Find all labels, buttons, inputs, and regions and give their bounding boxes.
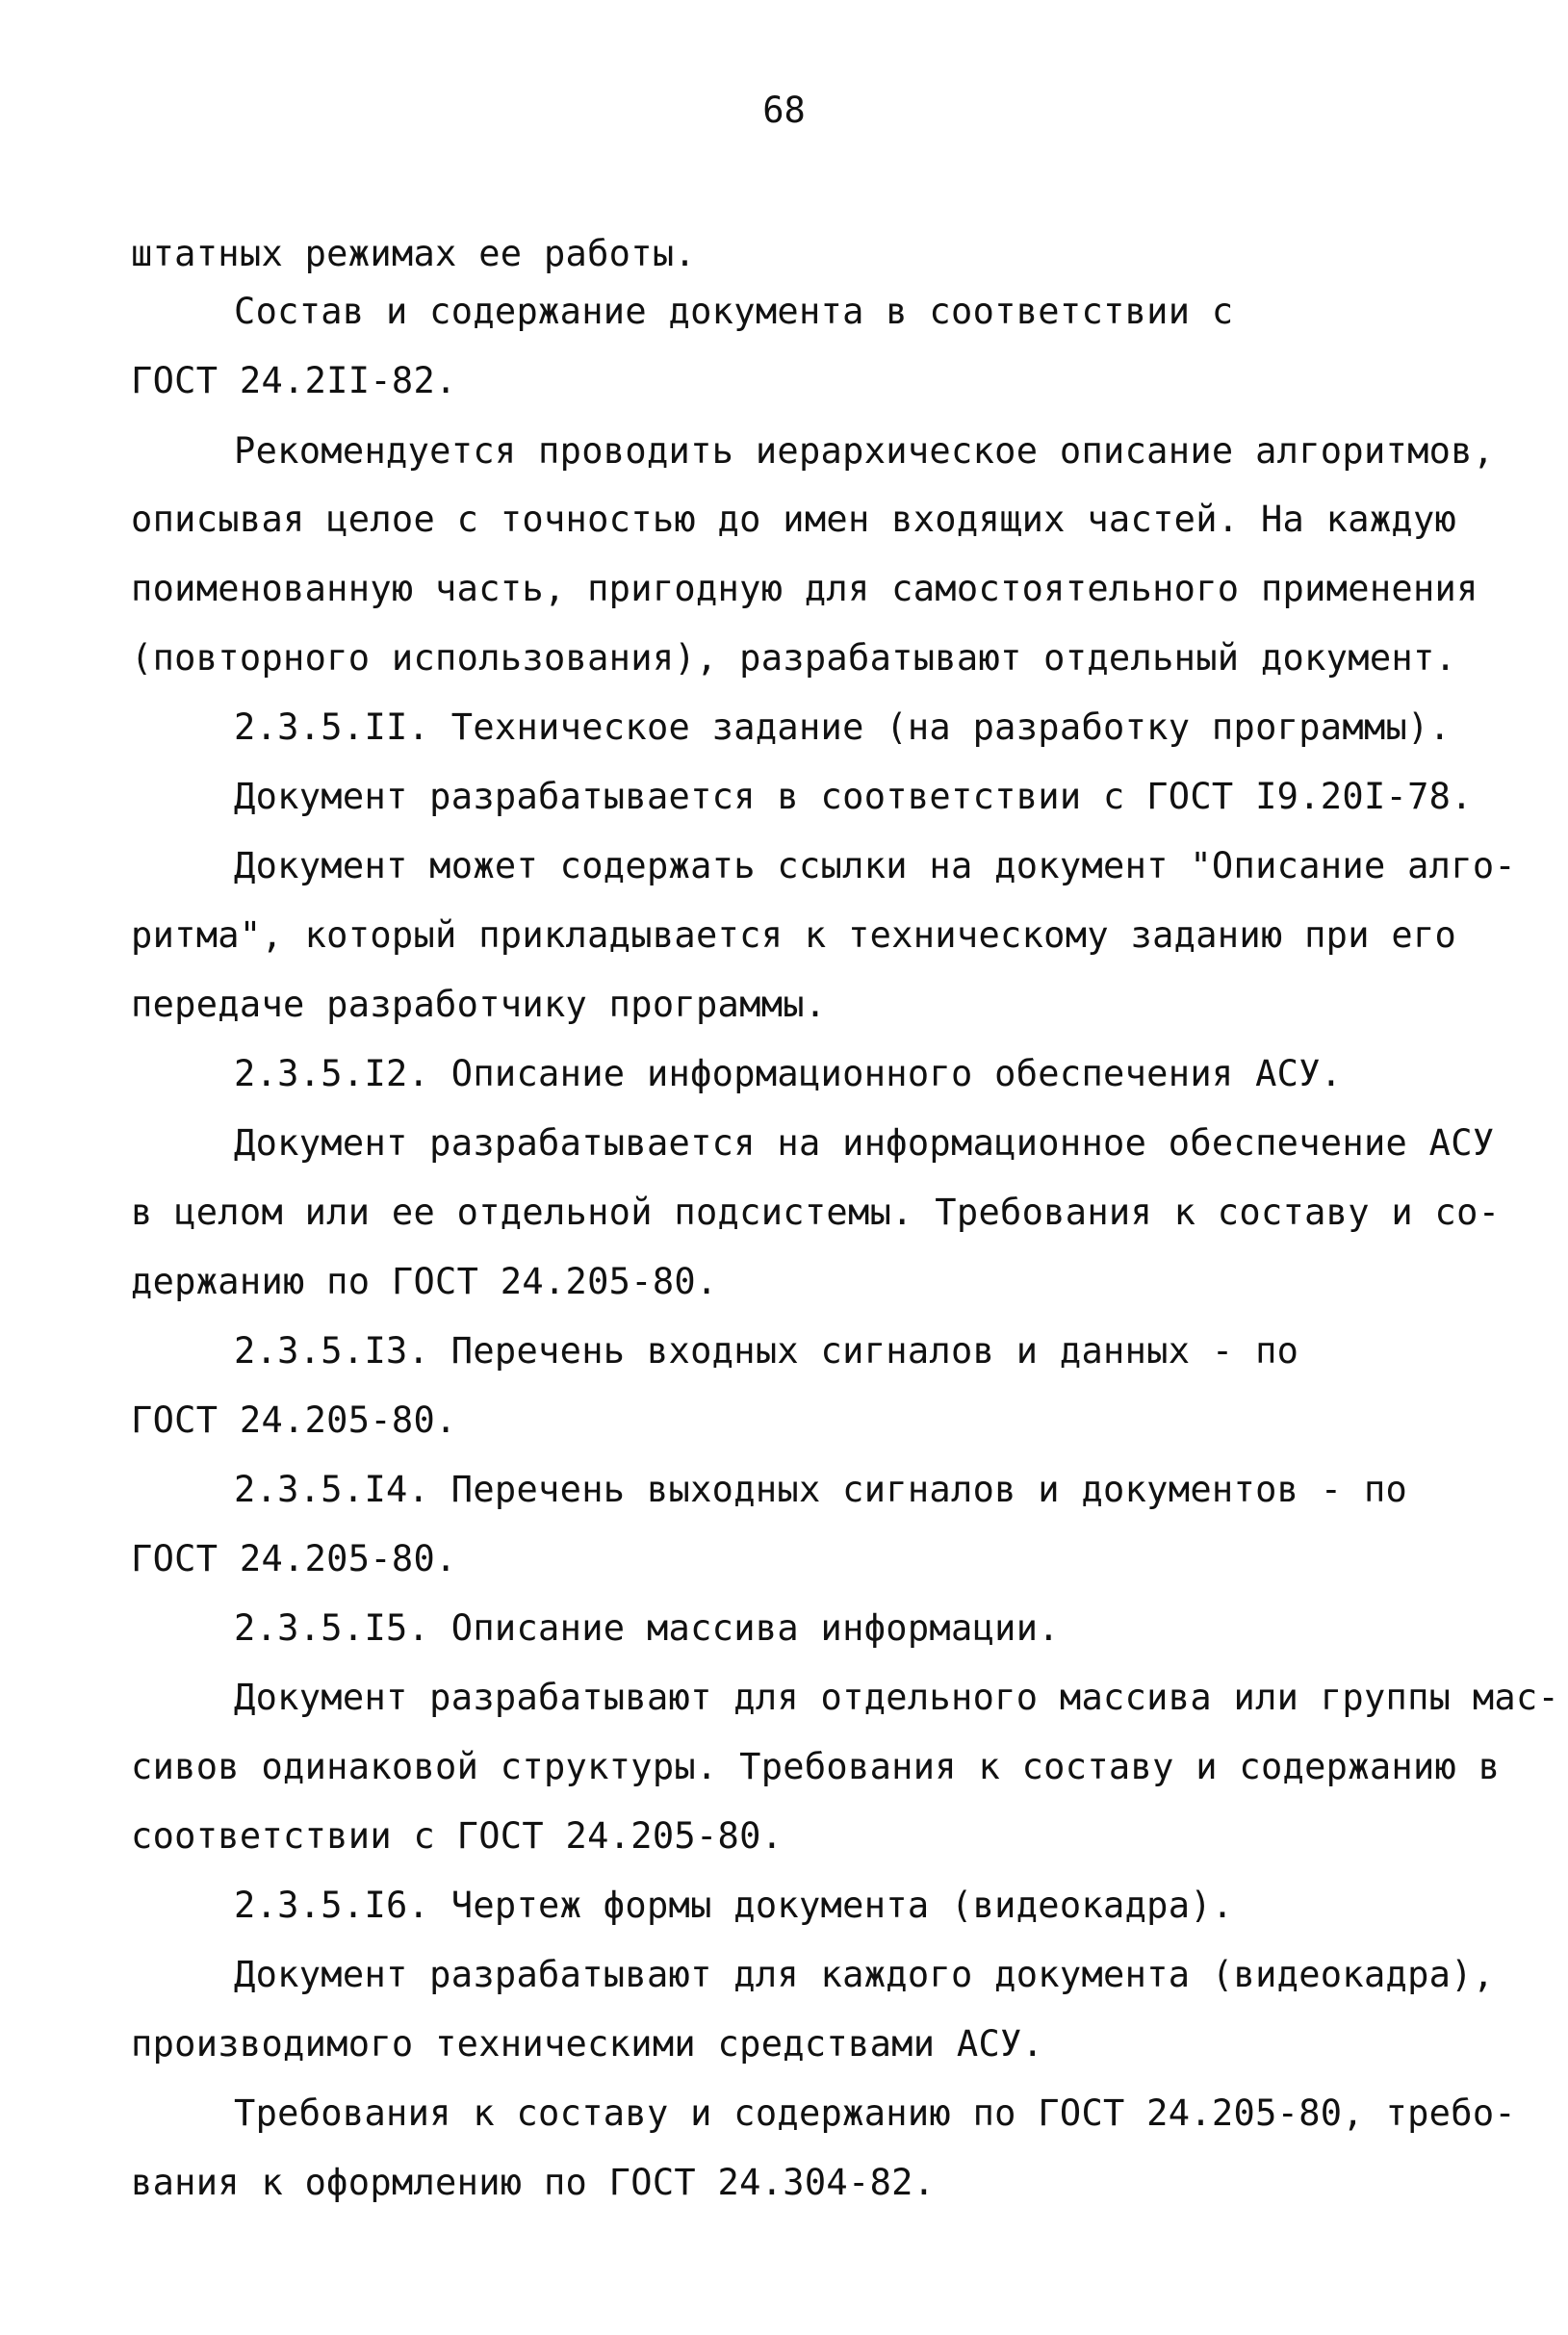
text-line: ГОСТ 24.205-80. xyxy=(131,1399,457,1441)
page-number: 68 xyxy=(762,90,806,131)
section-heading: 2.3.5.I6. Чертеж формы документа (видеокадра). xyxy=(234,1885,1234,1926)
text-line: поименованную часть, пригодную для самостоятельного применения xyxy=(131,568,1478,609)
text-line: Требования к составу и содержанию по ГОСТ 24.205-80, требо- xyxy=(234,2092,1516,2134)
text-line: Документ разрабатывают для каждого документа (видеокадра), xyxy=(234,1954,1495,1995)
text-line: штатных режимах ее работы. xyxy=(131,233,696,274)
text-line: (повторного использования), разрабатывают отдельный документ. xyxy=(131,637,1457,679)
text-line: Рекомендуется проводить иерархическое описание алгоритмов, xyxy=(234,430,1495,472)
text-line: сивов одинаковой структуры. Требования к составу и содержанию в xyxy=(131,1746,1501,1787)
text-line: ГОСТ 24.205-80. xyxy=(131,1538,457,1579)
section-heading: 2.3.5.I3. Перечень входных сигналов и данных - по xyxy=(234,1330,1299,1372)
text-line: передаче разработчику программы. xyxy=(131,984,827,1025)
section-heading: 2.3.5.I5. Описание массива информации. xyxy=(234,1607,1060,1649)
section-heading: 2.3.5.I4. Перечень выходных сигналов и документов - по xyxy=(234,1469,1408,1510)
text-line: Документ может содержать ссылки на документ "Описание алго- xyxy=(234,845,1516,886)
text-line: Документ разрабатывается на информационное обеспечение АСУ xyxy=(234,1122,1495,1164)
text-line: ритма", который прикладывается к техническому заданию при его xyxy=(131,914,1457,956)
section-heading: 2.3.5.II. Техническое задание (на разработку программы). xyxy=(234,706,1452,748)
section-heading: 2.3.5.I2. Описание информационного обеспечения АСУ. xyxy=(234,1053,1343,1094)
text-line: Документ разрабатывается в соответствии с ГОСТ I9.20I-78. xyxy=(234,776,1473,817)
text-line: в целом или ее отдельной подсистемы. Требования к составу и со- xyxy=(131,1192,1501,1233)
text-line: описывая целое с точностью до имен входящих частей. На каждую xyxy=(131,499,1457,540)
text-line: Документ разрабатывают для отдельного массива или группы мас- xyxy=(234,1677,1560,1718)
text-line: держанию по ГОСТ 24.205-80. xyxy=(131,1261,718,1302)
text-line: производимого техническими средствами АСУ. xyxy=(131,2023,1044,2065)
text-line: соответствии с ГОСТ 24.205-80. xyxy=(131,1815,784,1857)
text-line: ГОСТ 24.2II-82. xyxy=(131,360,457,401)
text-line: Состав и содержание документа в соответствии с xyxy=(234,291,1234,332)
text-line: вания к оформлению по ГОСТ 24.304-82. xyxy=(131,2162,936,2203)
